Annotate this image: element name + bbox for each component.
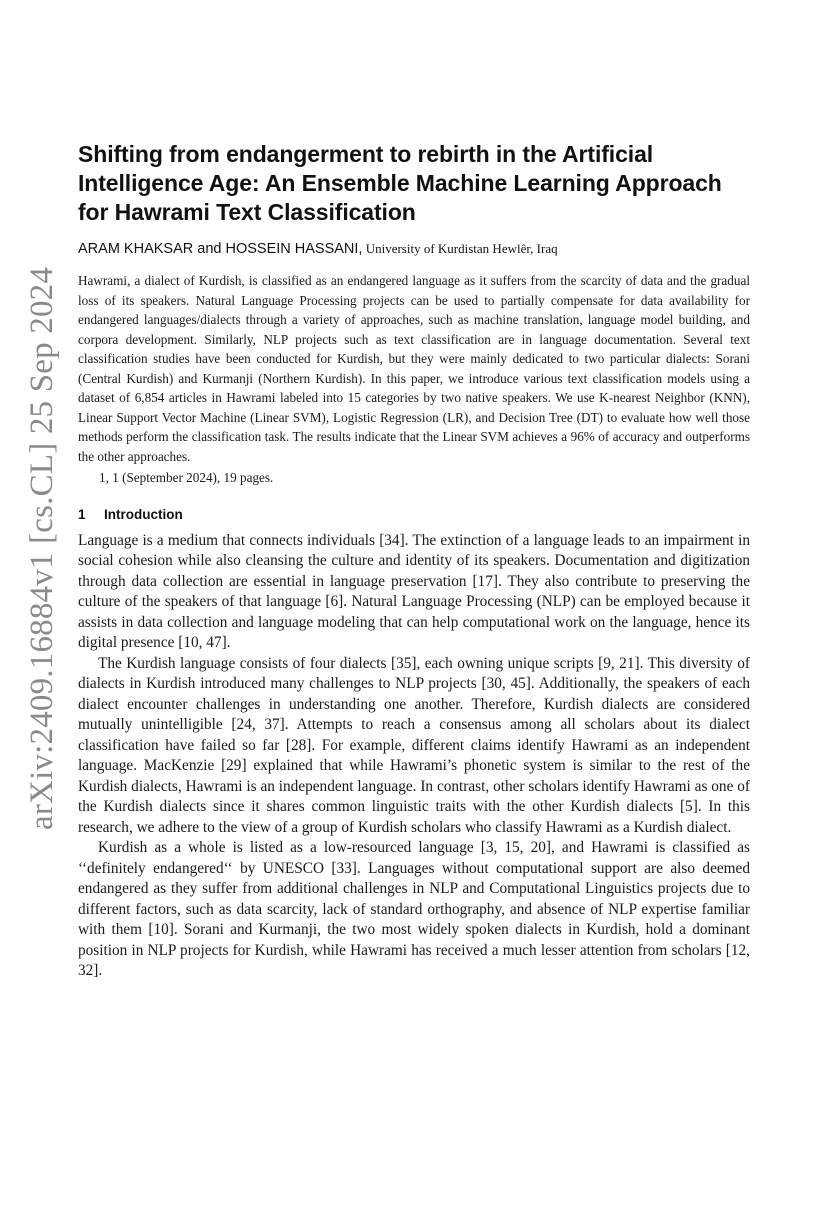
paper-content	[78, 140, 750, 982]
reference-format: 1, 1 (September 2024), 19 pages.	[99, 470, 274, 485]
author-affiliation: University of Kurdistan Hewlêr, Iraq	[362, 241, 558, 256]
paper-title: Shifting from endangerment to rebirth in the Artificial Intelligence Age: An Ensemble Machine Learning Approach for Hawrami Text Classification	[78, 141, 722, 225]
section-title: Introduction	[104, 506, 183, 522]
paragraph: Kurdish as a whole is listed as a low-resourced language [3, 15, 20], and Hawrami is classified as ‘‘definitely endangered‘‘ by UNESCO [33]. Languages without computational support are also deemed endangered as they suffer from additional challenges in NLP and Computational Linguistics projects due to different factors, such as data scarcity, lack of standard orthography, and absence of NLP expertise familiar with them [10]. Sorani and Kurmanji, the two most widely spoken dialects in Kurdish, hold a dominant position in NLP projects for Kurdish, while Hawrami has received a much lesser attention from scholars [12, 32].	[78, 839, 750, 979]
paragraph: The Kurdish language consists of four dialects [35], each owning unique scripts [9, 21]. This diversity of dialects in Kurdish introduced many challenges to NLP projects [30, 45]. Additionally, the speakers of each dialect encounter challenges in understanding one another. Therefore, Kurdish dialects are considered mutually unintelligible [24, 37]. Attempts to reach a consensus among all scholars about its dialect classification have failed so far [28]. For example, different claims identify Hawrami as an independent language. MacKenzie [29] explained that while Hawrami’s phonetic system is similar to the rest of the Kurdish dialects, Hawrami is an independent language. In contrast, other scholars identify Hawrami as one of the Kurdish dialects since it shares common linguistic traits with the other Kurdish dialects [5]. In this research, we adhere to the view of a group of Kurdish scholars who classify Hawrami as a Kurdish dialect.	[78, 654, 750, 836]
section-heading-introduction	[78, 505, 750, 525]
introduction-body	[78, 531, 750, 982]
arxiv-identifier-stamp: arXiv:2409.16884v1 [cs.CL] 25 Sep 2024	[24, 266, 60, 830]
author-line	[78, 239, 750, 259]
section-number: 1	[78, 506, 86, 522]
abstract: Hawrami, a dialect of Kurdish, is classified as an endangered language as it suffers from the scarcity of data and the gradual loss of its speakers. Natural Language Processing projects can be used to partially compensate for data availability for endangered languages/dialects through a variety of approaches, such as machine translation, language model building, and corpora development. Similarly, NLP projects such as text classification are in language documentation. Several text classification studies have been conducted for Kurdish, but they were mainly dedicated to two particular dialects: Sorani (Central Kurdish) and Kurmanji (Northern Kurdish). In this paper, we introduce various text classification models using a dataset of 6,854 articles in Hawrami labeled into 15 categories by two native speakers. We use K-nearest Neighbor (KNN), Linear Support Vector Machine (Linear SVM), Logistic Regression (LR), and Decision Tree (DT) to evaluate how well those methods perform the classification task. The results indicate that the Linear SVM achieves a 96% of accuracy and outperforms the other approaches.	[78, 273, 750, 464]
author-names: ARAM KHAKSAR and HOSSEIN HASSANI,	[78, 241, 363, 257]
paragraph: Language is a medium that connects individuals [34]. The extinction of a language leads to an impairment in social cohesion while also cleansing the culture and identity of its speakers. Documentation and digitization through data collection are essential in language preservation [17]. They also contribute to preserving the culture of the speakers of that language [6]. Natural Language Processing (NLP) can be employed because it assists in data collection and language modeling that can help computational work on the language, hence its digital presence [10, 47].	[78, 531, 750, 651]
